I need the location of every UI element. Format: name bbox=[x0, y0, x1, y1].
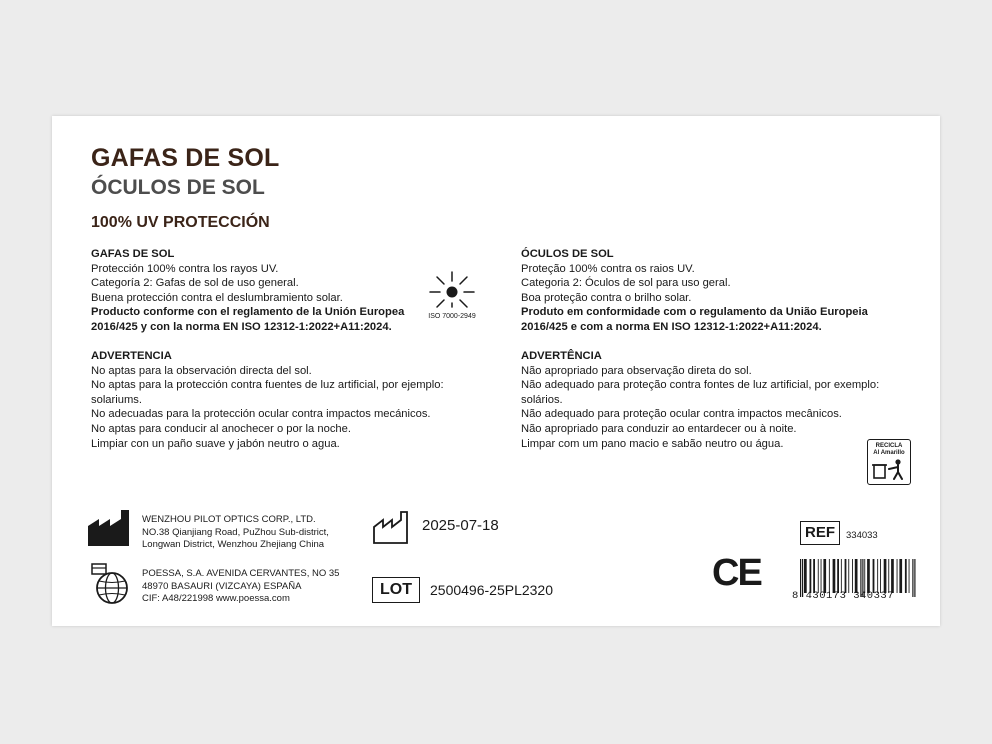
portuguese-description-line: Boa proteção contra o brilho solar. bbox=[521, 291, 692, 304]
manufacturer-address bbox=[142, 514, 329, 552]
spanish-warning-heading: ADVERTENCIA bbox=[91, 350, 172, 362]
portuguese-warning-heading: ADVERTÊNCIA bbox=[521, 350, 602, 362]
barcode-bar bbox=[891, 559, 894, 593]
barcode-bar bbox=[855, 559, 858, 593]
barcode-bar bbox=[899, 559, 902, 593]
portuguese-warning-line: Não apropriado para conduzir ao entardecer ou à noite. bbox=[521, 422, 797, 435]
portuguese-warning-line: solários. bbox=[521, 393, 563, 406]
portuguese-conformity-line: 2016/425 e com a norma EN ISO 12312-1:2022+A11:2024. bbox=[521, 320, 822, 333]
barcode-bar bbox=[848, 559, 849, 593]
importer-name: POESSA, S.A. AVENIDA CERVANTES, NO 35 bbox=[142, 568, 340, 579]
barcode-bar bbox=[912, 559, 913, 597]
portuguese-description-line: Categoria 2: Óculos de sol para uso geral. bbox=[521, 277, 731, 290]
barcode-bar bbox=[909, 559, 910, 593]
spanish-warning-line: Limpiar con un paño suave y jabón neutro o agua. bbox=[91, 437, 340, 450]
iso-sun-symbol bbox=[426, 268, 478, 320]
barcode-bar bbox=[852, 559, 853, 593]
spanish-conformity-line: Producto conforme con el reglamento de la Unión Europea bbox=[91, 306, 405, 319]
recycle-badge-subtitle: Al Amarillo bbox=[873, 450, 905, 456]
spanish-warning-line: No aptas para conducir al anochecer o por la noche. bbox=[91, 422, 351, 435]
manufacture-date: 2025-07-18 bbox=[422, 517, 499, 534]
barcode-bar bbox=[818, 559, 819, 593]
recycle-badge bbox=[867, 439, 911, 485]
spanish-warning bbox=[91, 349, 491, 451]
importer-tax-id-web: CIF: A48/221998 www.poessa.com bbox=[142, 593, 290, 604]
product-label bbox=[52, 116, 940, 626]
barcode-bar bbox=[888, 559, 889, 593]
ce-mark: CE bbox=[712, 552, 761, 594]
lot-number: 2500496-25PL2320 bbox=[430, 582, 554, 598]
ref-symbol: REF bbox=[800, 521, 840, 545]
barcode-bar bbox=[810, 559, 812, 593]
portuguese-warning bbox=[521, 349, 921, 451]
ref-number: 334033 bbox=[846, 530, 878, 541]
manufacturer-address-line: Longwan District, Wenzhou Zhejiang China bbox=[142, 539, 325, 550]
spanish-warning-line: No adecuadas para la protección ocular contra impactos mecánicos. bbox=[91, 408, 431, 421]
product-subtitle: ÓCULOS DE SOL bbox=[91, 176, 265, 199]
barcode-bar bbox=[884, 559, 887, 593]
importer-address bbox=[142, 568, 339, 606]
barcode-bar bbox=[845, 559, 847, 593]
iso-symbol-reference: ISO 7000-2949 bbox=[428, 313, 476, 320]
date-of-manufacture-icon bbox=[372, 509, 412, 545]
sun-icon bbox=[426, 268, 478, 308]
barcode-bar bbox=[914, 559, 915, 597]
barcode-bar bbox=[867, 559, 870, 593]
barcode-bar bbox=[823, 559, 826, 593]
spanish-warning-line: No aptas para la protección contra fuentes de luz artificial, por ejemplo: bbox=[91, 379, 444, 392]
barcode-bar bbox=[864, 559, 865, 593]
barcode-bar bbox=[821, 559, 822, 593]
barcode-bar bbox=[833, 559, 836, 593]
spanish-conformity-line: 2016/425 y con la norma EN ISO 12312-1:2022+A11:2024. bbox=[91, 320, 392, 333]
barcode-bar bbox=[841, 559, 842, 593]
portuguese-warning-line: Não apropriado para observação direta do sol. bbox=[521, 364, 752, 377]
lot-symbol: LOT bbox=[372, 577, 420, 603]
spanish-warning-line: solariums. bbox=[91, 393, 142, 406]
factory-icon bbox=[86, 508, 134, 548]
portuguese-warning-line: Limpar com um pano macio e sabão neutro ou água. bbox=[521, 437, 784, 450]
spanish-description-line: Buena protección contra el deslumbramiento solar. bbox=[91, 291, 343, 304]
barcode-digits: 8 430173 340337 bbox=[792, 590, 895, 602]
barcode-bar bbox=[804, 559, 807, 593]
barcode-bar bbox=[837, 559, 839, 593]
portuguese-description-line: Proteção 100% contra os raios UV. bbox=[521, 262, 695, 275]
spanish-description-line: Protección 100% contra los rayos UV. bbox=[91, 262, 279, 275]
globe-box-icon bbox=[88, 562, 132, 606]
portuguese-warning-line: Não adequado para proteção ocular contra impactos mecânicos. bbox=[521, 408, 842, 421]
recycle-bin-icon bbox=[868, 457, 910, 481]
barcode-bar bbox=[829, 559, 830, 593]
spanish-description-heading: GAFAS DE SOL bbox=[91, 248, 175, 260]
portuguese-conformity-line: Produto em conformidade com o regulamento da União Europeia bbox=[521, 306, 868, 319]
importer-address-line: 48970 BASAURI (VIZCAYA) ESPAÑA bbox=[142, 580, 302, 592]
spanish-warning-line: No aptas para la observación directa del sol. bbox=[91, 364, 312, 377]
spanish-description-line: Categoría 2: Gafas de sol de uso general. bbox=[91, 277, 299, 290]
barcode-bar bbox=[897, 559, 898, 593]
barcode-bar bbox=[813, 559, 815, 593]
barcode-bar bbox=[905, 559, 907, 593]
product-title: GAFAS DE SOL bbox=[91, 144, 280, 172]
barcode-bar bbox=[873, 559, 875, 593]
portuguese-description-heading: ÓCULOS DE SOL bbox=[521, 248, 614, 260]
barcode-bar bbox=[877, 559, 878, 593]
recycle-badge-title: RECICLA bbox=[875, 443, 903, 449]
manufacturer-name: WENZHOU PILOT OPTICS CORP., LTD. bbox=[142, 514, 316, 525]
portuguese-description bbox=[521, 247, 921, 335]
portuguese-warning-line: Não adequado para proteção contra fontes de luz artificial, por exemplo: bbox=[521, 379, 880, 392]
barcode-bar bbox=[880, 559, 881, 593]
manufacturer-address-line: NO.38 Qianjiang Road, PuZhou Sub-district, bbox=[142, 526, 329, 538]
uv-protection-heading: 100% UV PROTECCIÓN bbox=[91, 214, 270, 231]
